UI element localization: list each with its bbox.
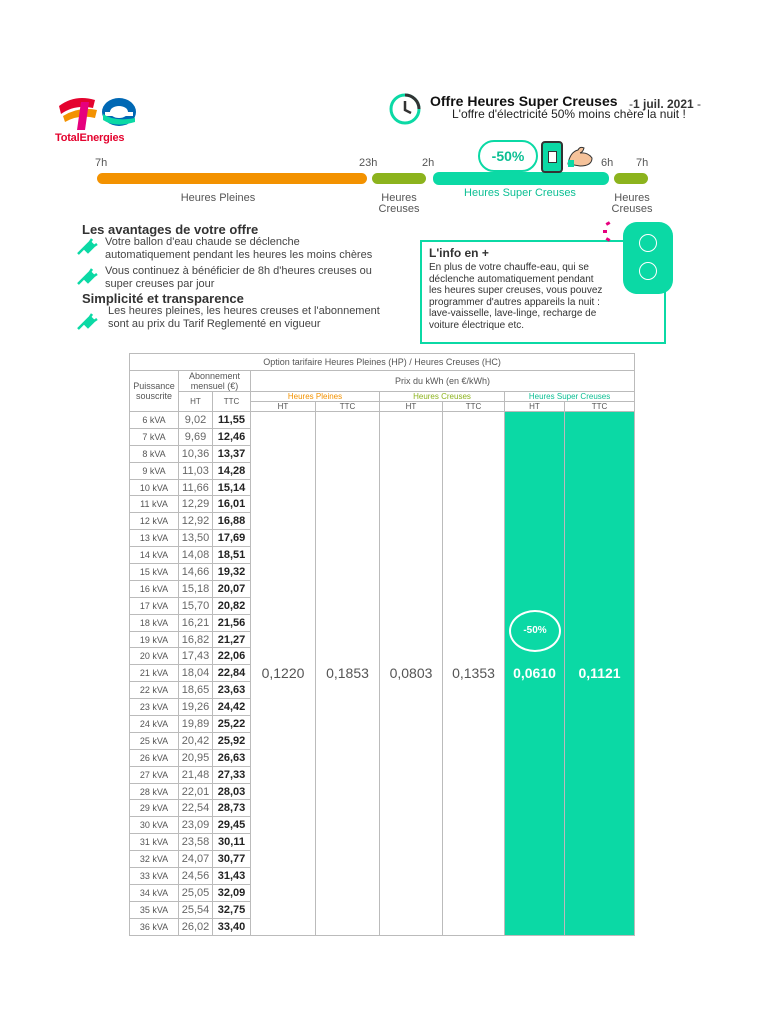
subscription-ht-cell: 22,01 [179,783,213,800]
subscription-ttc-cell: 22,84 [213,665,251,682]
spark-icon [606,221,611,226]
subscription-ht-cell: 10,36 [179,445,213,462]
subscription-ht-cell: 15,18 [179,580,213,597]
timeline-bar-hsc [433,172,609,185]
power-cell: 35 kVA [130,901,179,918]
subscription-ht-cell: 23,09 [179,817,213,834]
subscription-ttc-cell: 26,63 [213,749,251,766]
water-heater-icon [623,222,673,294]
subscription-ttc-cell: 16,01 [213,496,251,513]
subscription-ht-cell: 20,95 [179,749,213,766]
tariff-table [129,353,635,936]
subscription-ht-cell: 17,43 [179,648,213,665]
subscription-ttc-cell: 14,28 [213,462,251,479]
discount-badge: -50% [478,140,538,172]
subscription-ht-cell: 13,50 [179,530,213,547]
header-hp-ttc: TTC [316,402,380,412]
subscription-ttc-cell: 21,27 [213,631,251,648]
brand-name: TotalEnergies [55,132,125,144]
info-title: L'info en + [429,246,489,260]
power-cell: 17 kVA [130,597,179,614]
power-cell: 14 kVA [130,547,179,564]
subscription-ttc-cell: 32,09 [213,884,251,901]
plug-icon [76,313,98,331]
subscription-ttc-cell: 24,42 [213,699,251,716]
subscription-ht-cell: 21,48 [179,766,213,783]
header-hc: Heures Creuses [380,392,505,402]
transparency-text: Les heures pleines, les heures creuses et l'abonnement sont au prix du Tarif Reglementé en vigueur [108,305,380,330]
power-cell: 19 kVA [130,631,179,648]
subscription-ttc-cell: 12,46 [213,428,251,445]
subscription-ttc-cell: 20,07 [213,580,251,597]
power-cell: 30 kVA [130,817,179,834]
subscription-ht-cell: 19,26 [179,699,213,716]
subscription-ttc-cell: 17,69 [213,530,251,547]
subscription-ht-cell: 23,58 [179,834,213,851]
power-cell: 27 kVA [130,766,179,783]
offer-date: -1 juil. 2021 - [629,97,702,111]
price-hsc-ht-value: 0,0610 [513,665,556,682]
subscription-ttc-cell: 18,51 [213,547,251,564]
tick-23h: 23h [359,157,378,169]
label-hp: Heures Pleines [180,192,256,204]
header-hsc: Heures Super Creuses [505,392,635,402]
tick-7h-end: 7h [636,157,649,169]
subscription-ht-cell: 14,08 [179,547,213,564]
header-sub-ht: HT [179,392,213,412]
tick-7h: 7h [95,157,108,169]
subscription-ht-cell: 25,05 [179,884,213,901]
subscription-ttc-cell: 16,88 [213,513,251,530]
power-cell: 34 kVA [130,884,179,901]
subscription-ttc-cell: 25,22 [213,716,251,733]
tick-2h: 2h [422,157,435,169]
power-cell: 9 kVA [130,462,179,479]
power-cell: 32 kVA [130,851,179,868]
flexed-arm-icon [566,144,594,168]
power-cell: 15 kVA [130,564,179,581]
timeline-bar-hc-morning [614,173,648,184]
header-kwh-price: Prix du kWh (en €/kWh) [251,371,635,392]
subscription-ht-cell: 24,07 [179,851,213,868]
power-cell: 10 kVA [130,479,179,496]
subscription-ttc-cell: 21,56 [213,614,251,631]
power-cell: 11 kVA [130,496,179,513]
power-cell: 13 kVA [130,530,179,547]
header-subscription: Abonnement mensuel (€) [179,371,251,392]
subscription-ttc-cell: 27,33 [213,766,251,783]
power-cell: 21 kVA [130,665,179,682]
subscription-ht-cell: 12,29 [179,496,213,513]
advantages-title: Les avantages de votre offre [82,222,259,237]
subscription-ttc-cell: 25,92 [213,732,251,749]
price-hp-ttc: 0,1853 [316,412,380,936]
advantage-1: Votre ballon d'eau chaude se déclenche automatiquement pendant les heures les moins chères [105,236,373,261]
subscription-ht-cell: 24,56 [179,868,213,885]
subscription-ht-cell: 16,21 [179,614,213,631]
header-sub-ttc: TTC [213,392,251,412]
header-power: Puissance souscrite [130,371,179,412]
timeline-bar-hp [97,173,367,184]
header-hsc-ttc: TTC [565,402,635,412]
power-cell: 8 kVA [130,445,179,462]
subscription-ttc-cell: 30,77 [213,851,251,868]
subscription-ht-cell: 26,02 [179,918,213,935]
discount-badge-table: -50% [509,610,561,652]
subscription-ttc-cell: 32,75 [213,901,251,918]
wifi-icon [639,234,657,252]
advantage-2: Vous continuez à bénéficier de 8h d'heures creuses ou super creuses par jour [105,265,372,290]
price-hc-ttc: 0,1353 [443,412,505,936]
subscription-ttc-cell: 13,37 [213,445,251,462]
subscription-ht-cell: 9,02 [179,412,213,429]
plug-icon [76,268,98,286]
plug-icon [76,238,98,256]
power-cell: 6 kVA [130,412,179,429]
label-hsc: Heures Super Creuses [464,187,576,199]
power-cell: 24 kVA [130,716,179,733]
table-caption: Option tarifaire Heures Pleines (HP) / Heures Creuses (HC) [130,354,635,371]
info-text: En plus de votre chauffe-eau, qui se déclenche automatiquement pendant les heures super creuses, vous pouvez programmer d'autres appareils la nuit : lave-vaisselle, lave-linge, recharge de voiture électrique etc. [429,262,603,331]
offer-subtitle: L'offre d'électricité 50% moins chère la nuit ! [452,107,686,121]
subscription-ttc-cell: 33,40 [213,918,251,935]
subscription-ht-cell: 11,03 [179,462,213,479]
power-cell: 16 kVA [130,580,179,597]
lightning-icon [639,262,657,280]
power-cell: 12 kVA [130,513,179,530]
header-hp: Heures Pleines [251,392,380,402]
subscription-ttc-cell: 28,03 [213,783,251,800]
subscription-ht-cell: 20,42 [179,732,213,749]
power-cell: 31 kVA [130,834,179,851]
power-cell: 22 kVA [130,682,179,699]
tick-6h: 6h [601,157,614,169]
power-cell: 26 kVA [130,749,179,766]
subscription-ht-cell: 25,54 [179,901,213,918]
subscription-ht-cell: 12,92 [179,513,213,530]
subscription-ht-cell: 18,65 [179,682,213,699]
label-hc-morning: Heures Creuses [611,192,653,215]
subscription-ht-cell: 14,66 [179,564,213,581]
timeline-bar-hc [372,173,426,184]
subscription-ttc-cell: 15,14 [213,479,251,496]
power-cell: 23 kVA [130,699,179,716]
subscription-ttc-cell: 29,45 [213,817,251,834]
subscription-ht-cell: 19,89 [179,716,213,733]
subscription-ttc-cell: 20,82 [213,597,251,614]
price-hc-ht: 0,0803 [380,412,443,936]
power-cell: 7 kVA [130,428,179,445]
subscription-ht-cell: 9,69 [179,428,213,445]
subscription-ttc-cell: 23,63 [213,682,251,699]
subscription-ht-cell: 15,70 [179,597,213,614]
offer-title: Offre Heures Super Creuses [430,93,618,109]
power-cell: 33 kVA [130,868,179,885]
subscription-ht-cell: 22,54 [179,800,213,817]
subscription-ht-cell: 16,82 [179,631,213,648]
power-cell: 20 kVA [130,648,179,665]
subscription-ttc-cell: 30,11 [213,834,251,851]
subscription-ht-cell: 18,04 [179,665,213,682]
subscription-ht-cell: 11,66 [179,479,213,496]
price-hp-ht: 0,1220 [251,412,316,936]
subscription-ttc-cell: 28,73 [213,800,251,817]
power-cell: 25 kVA [130,732,179,749]
price-hsc-ttc: 0,1121 [565,412,635,936]
header-hp-ht: HT [251,402,316,412]
header-hc-ht: HT [380,402,443,412]
subscription-ttc-cell: 31,43 [213,868,251,885]
table-row [130,412,635,429]
subscription-ttc-cell: 11,55 [213,412,251,429]
spark-icon [603,230,607,233]
label-hc: Heures Creuses [378,192,420,215]
power-cell: 18 kVA [130,614,179,631]
header-hsc-ht: HT [505,402,565,412]
subscription-ttc-cell: 19,32 [213,564,251,581]
power-cell: 29 kVA [130,800,179,817]
power-cell: 28 kVA [130,783,179,800]
clock-icon [388,92,422,126]
transparency-title: Simplicité et transparence [82,291,244,306]
smartphone-icon [541,141,563,173]
price-hsc-ht [505,412,565,936]
power-cell: 36 kVA [130,918,179,935]
subscription-ttc-cell: 22,06 [213,648,251,665]
header-hc-ttc: TTC [443,402,505,412]
